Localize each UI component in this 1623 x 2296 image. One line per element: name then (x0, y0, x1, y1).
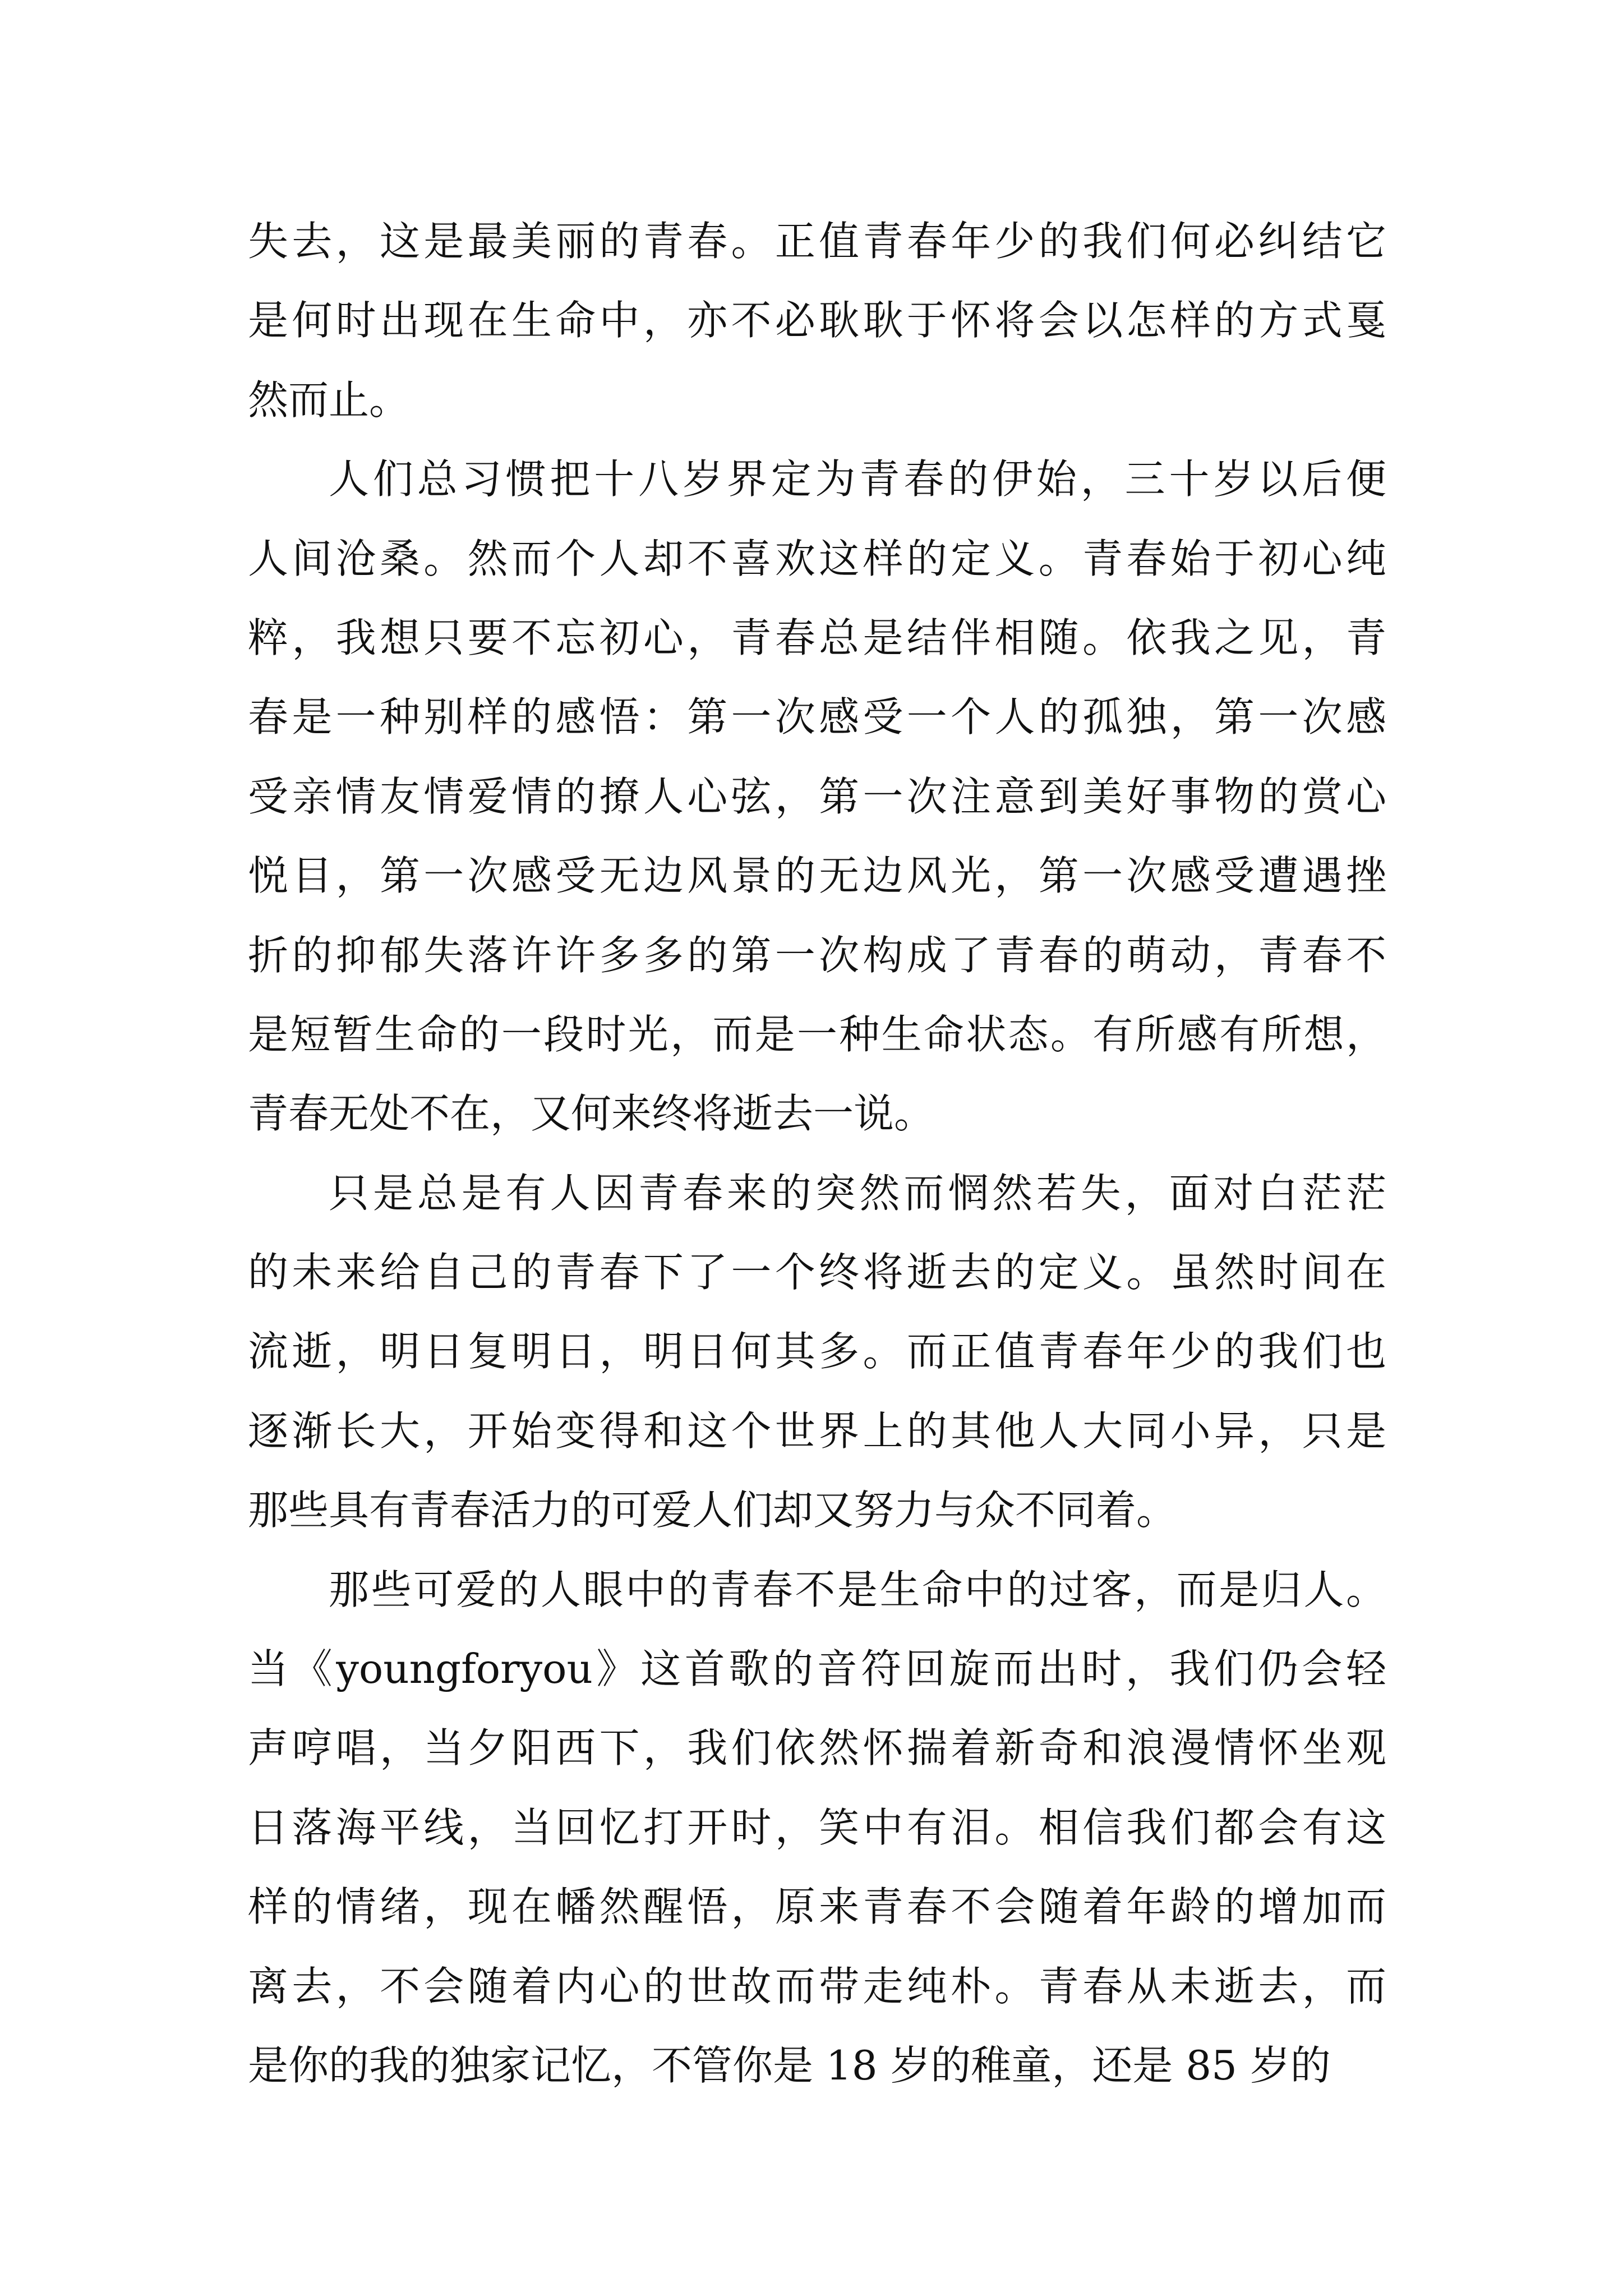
text-line: 那些可爱的人眼中的青春不是生命中的过客，而是归人。 (329, 1566, 1386, 1613)
text-line: 人们总习惯把十八岁界定为青春的伊始，三十岁以后便 (329, 455, 1386, 503)
text-line: 样的情绪，现在幡然醒悟，原来青春不会随着年龄的增加而 (248, 1883, 1386, 1931)
text-line: 逐渐长大，开始变得和这个世界上的其他人大同小异，只是 (248, 1407, 1386, 1455)
paragraph (248, 1550, 1386, 2106)
text-line: 悦目，第一次感受无边风景的无边风光，第一次感受遭遇挫 (248, 852, 1386, 900)
paragraph (248, 202, 1386, 440)
paragraph (248, 440, 1386, 1154)
text-line: 粹，我想只要不忘初心，青春总是结伴相随。依我之见，青 (248, 614, 1386, 661)
text-line: 然而止。 (248, 376, 410, 424)
text-line: 日落海平线，当回忆打开时，笑中有泪。相信我们都会有这 (248, 1803, 1386, 1851)
paragraph (248, 1154, 1386, 1550)
text-line: 声哼唱，当夕阳西下，我们依然怀揣着新奇和浪漫情怀坐观 (248, 1724, 1386, 1772)
text-line: 青春无处不在，又何来终将逝去一说。 (248, 1090, 935, 1138)
text-line: 失去，这是最美丽的青春。正值青春年少的我们何必纠结它 (248, 218, 1386, 265)
text-line: 是短暂生命的一段时光，而是一种生命状态。有所感有所想， (248, 1010, 1386, 1058)
text-line: 折的抑郁失落许许多多的第一次构成了青春的萌动，青春不 (248, 931, 1386, 979)
text-line: 人间沧桑。然而个人却不喜欢这样的定义。青春始于初心纯 (248, 535, 1386, 582)
text-line: 春是一种别样的感悟：第一次感受一个人的孤独，第一次感 (248, 693, 1386, 741)
document-body (248, 202, 1386, 2105)
text-line: 那些具有青春活力的可爱人们却又努力与众不同着。 (248, 1487, 1177, 1534)
text-line: 是何时出现在生命中，亦不必耿耿于怀将会以怎样的方式戛 (248, 297, 1386, 344)
text-line: 离去，不会随着内心的世故而带走纯朴。青春从未逝去，而 (248, 1962, 1386, 2010)
text-line: 当《youngforyou》这首歌的音符回旋而出时，我们仍会轻 (248, 1645, 1386, 1693)
text-line: 只是总是有人因青春来的突然而惘然若失，面对白茫茫 (329, 1169, 1386, 1217)
text-line: 的未来给自己的青春下了一个终将逝去的定义。虽然时间在 (248, 1249, 1386, 1296)
text-line: 受亲情友情爱情的撩人心弦，第一次注意到美好事物的赏心 (248, 772, 1386, 820)
text-line: 是你的我的独家记忆，不管你是 18 岁的稚童，还是 85 岁的 (248, 2041, 1331, 2089)
text-line: 流逝，明日复明日，明日何其多。而正值青春年少的我们也 (248, 1328, 1386, 1375)
